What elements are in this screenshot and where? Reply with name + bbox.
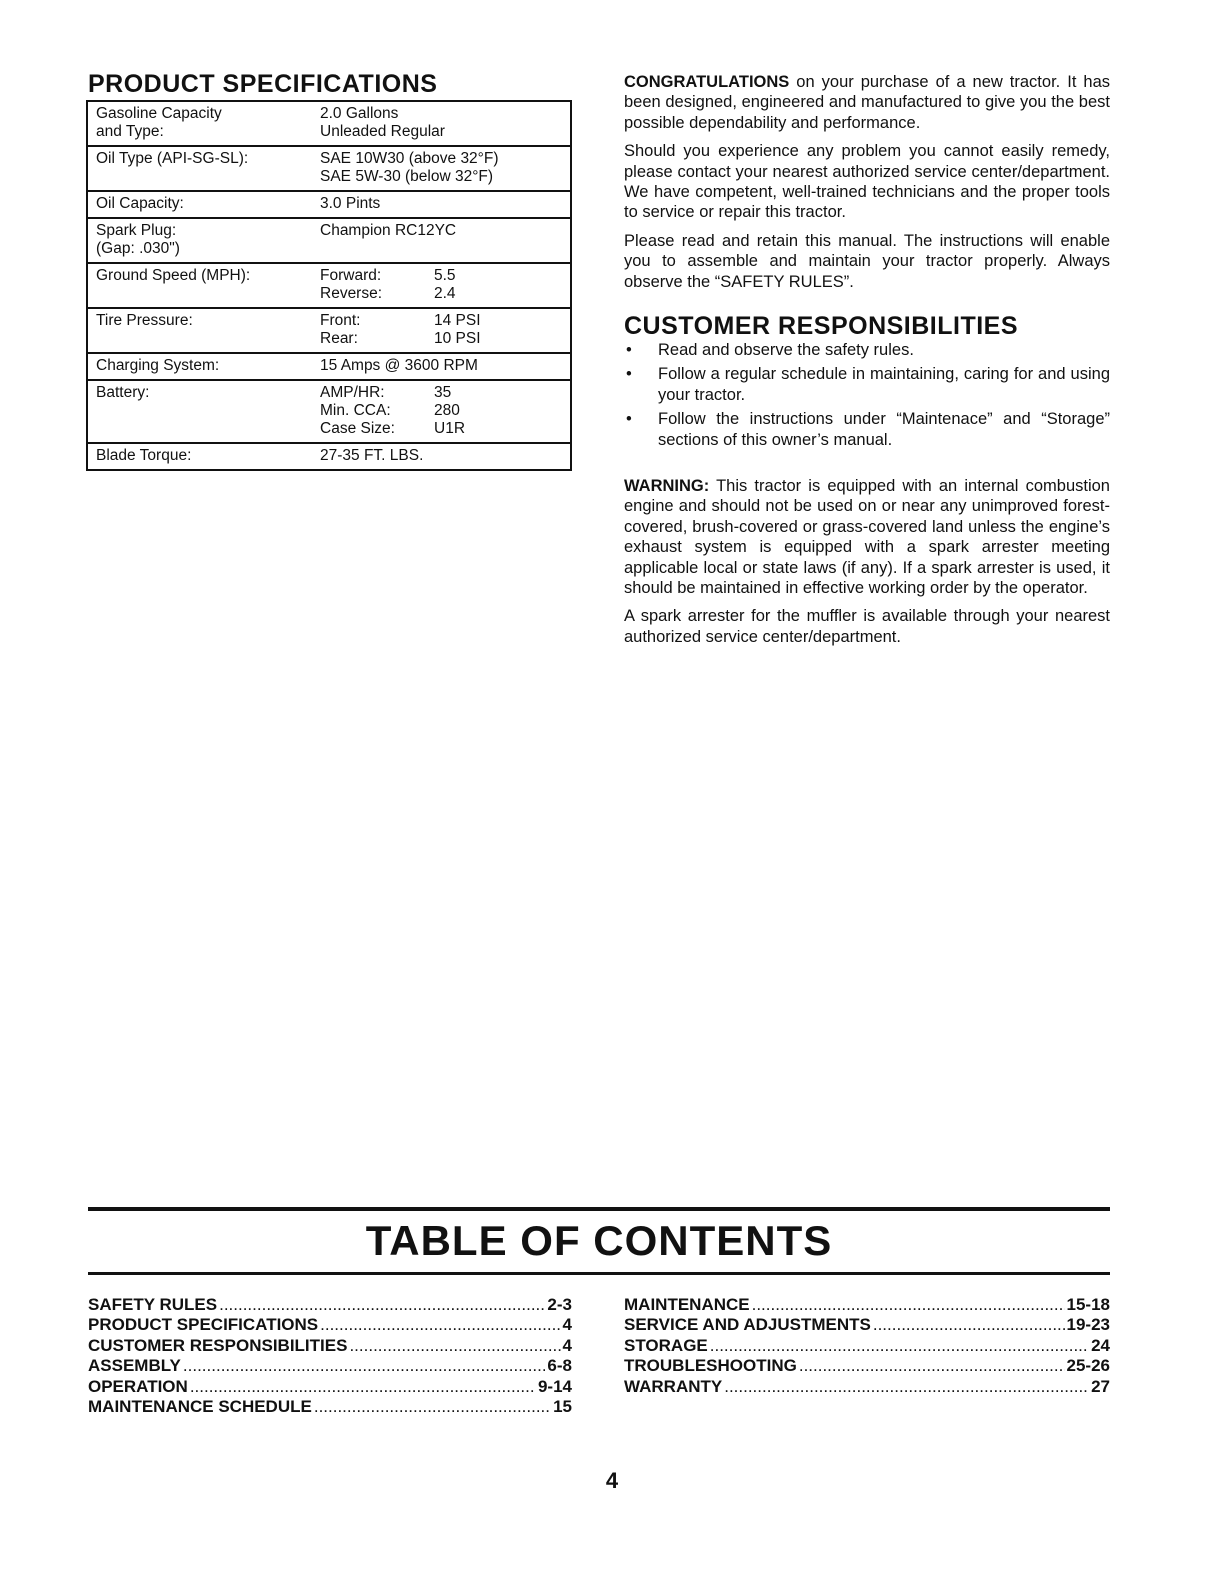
toc-leader: [314, 1397, 551, 1417]
spec-sub-label: Rear:: [320, 330, 358, 347]
list-item-text: Follow a regular schedule in maintaining, caring for and using your tractor.: [658, 365, 1110, 404]
list-item-text: Read and observe the safety rules.: [658, 341, 914, 359]
spec-value: [320, 384, 465, 438]
toc-entry-label: STORAGE: [624, 1335, 708, 1355]
spec-subline: [320, 267, 456, 285]
toc-entry-page: 15-18: [1066, 1295, 1110, 1314]
warning-lead: WARNING:: [624, 477, 710, 495]
toc-entry-page: 15: [553, 1397, 572, 1417]
toc-entry-page: 24: [1091, 1335, 1110, 1355]
toc-entry-page: 19-23: [1066, 1315, 1110, 1335]
spec-sub-label: Case Size:: [320, 420, 395, 437]
spec-sub-label: AMP/HR:: [320, 384, 385, 401]
spec-value: 15 Amps @ 3600 RPM: [320, 357, 478, 374]
spec-subline: [320, 384, 465, 402]
toc-leader: [190, 1377, 536, 1397]
spec-row-oil-capacity: [88, 192, 570, 219]
warning-text: This tractor is equipped with an internal combustion engine and should not be used on or near any unimproved forest-covered, brush-covered or grass-covered land unless the engine’s exhaust system is equipped with a spark arrester meeting applicable local or state laws (if any). If a spark arrester is used, it should be maintained in effective working order by the operator.: [624, 477, 1110, 598]
toc-entry[interactable]: [88, 1397, 572, 1417]
spec-label: Spark Plug: (Gap: .030"): [96, 222, 180, 257]
toc-leader: [799, 1356, 1065, 1376]
toc-entry-page: 4: [562, 1315, 572, 1335]
customer-responsibilities-heading: CUSTOMER RESPONSIBILITIES: [624, 312, 1019, 340]
toc-top-rule: [88, 1207, 1110, 1211]
bullet: •: [626, 410, 632, 429]
problem-paragraph: Should you experience any problem you cannot easily remedy, please contact your nearest authorized service center/department. We have competent, well-trained technicians and the proper tools to service or repair this tractor.: [624, 142, 1110, 222]
intro-section: [624, 72, 1110, 300]
bullet: •: [626, 341, 632, 359]
customer-responsibilities-list: [624, 340, 1110, 454]
spec-value: 2.0 Gallons Unleaded Regular: [320, 105, 445, 140]
toc-bottom-rule: [88, 1272, 1110, 1275]
toc-entry-page: 2-3: [547, 1295, 572, 1314]
bullet: •: [626, 365, 632, 384]
toc-entry-label: MAINTENANCE SCHEDULE: [88, 1397, 312, 1417]
list-item: [624, 409, 1110, 450]
spec-subline: [320, 330, 481, 348]
spec-label: Oil Type (API-SG-SL):: [96, 150, 249, 167]
toc-entry[interactable]: [624, 1377, 1110, 1397]
spec-value: 27-35 FT. LBS.: [320, 447, 424, 464]
toc-entry-label: CUSTOMER RESPONSIBILITIES: [88, 1335, 348, 1355]
toc-entry-page: 27: [1091, 1376, 1110, 1396]
spec-row-gasoline: [88, 102, 570, 147]
spec-row-spark-plug: [88, 219, 570, 264]
spec-table: [86, 100, 572, 471]
toc-leader: [349, 1336, 560, 1356]
spec-label: Ground Speed (MPH):: [96, 267, 251, 284]
toc-leader: [183, 1356, 546, 1376]
spec-label: Battery:: [96, 384, 150, 401]
toc-entry[interactable]: [624, 1295, 1110, 1315]
toc-entry-page: 9-14: [537, 1376, 572, 1396]
spec-subline: [320, 420, 465, 438]
toc-right-column: [624, 1295, 1110, 1397]
spec-row-oil-type: [88, 147, 570, 192]
spec-sub-value: U1R: [434, 420, 466, 437]
toc-heading: TABLE OF CONTENTS: [365, 1217, 833, 1264]
toc-entry-label: SAFETY RULES: [88, 1295, 218, 1314]
spec-sub-label: Front:: [320, 312, 361, 329]
read-manual-paragraph: Please read and retain this manual. The instructions will enable you to assemble and maintain your tractor properly. Always observe the “SAFETY RULES”.: [624, 231, 1110, 291]
toc-entry-label: PRODUCT SPECIFICATIONS: [88, 1315, 319, 1335]
list-item: [624, 340, 1110, 360]
toc-entry-label: OPERATION: [88, 1376, 188, 1396]
congratulations-lead: CONGRATULATIONS: [624, 73, 790, 91]
spec-sub-value: 10 PSI: [434, 330, 481, 347]
toc-entry-label: SERVICE AND ADJUSTMENTS: [624, 1315, 871, 1335]
toc-leader: [873, 1315, 1065, 1335]
toc-entry-page: 25-26: [1066, 1356, 1110, 1376]
spec-subline: [320, 402, 465, 420]
toc-entry-page: 6-8: [547, 1356, 572, 1376]
spec-row-battery: [88, 381, 570, 444]
spec-row-blade-torque: [88, 444, 570, 469]
spec-label: Blade Torque:: [96, 447, 192, 464]
toc-leader: [724, 1377, 1089, 1397]
toc-entry-label: MAINTENANCE: [624, 1295, 750, 1314]
product-specifications-heading: PRODUCT SPECIFICATIONS: [88, 70, 438, 98]
toc-left-column: [88, 1295, 572, 1417]
warning-section: [624, 476, 1110, 655]
toc-entry[interactable]: [88, 1377, 572, 1397]
spec-subline: [320, 312, 481, 330]
page-number: 4: [605, 1468, 619, 1493]
spec-value: [320, 267, 456, 303]
toc-leader: [320, 1315, 560, 1335]
spec-value: [320, 312, 481, 348]
spec-row-tire-pressure: [88, 309, 570, 354]
spec-subline: [320, 285, 456, 303]
toc-entry[interactable]: [88, 1336, 572, 1356]
congratulations-paragraph: [624, 72, 1110, 133]
toc-entry-label: TROUBLESHOOTING: [624, 1356, 797, 1376]
spec-label: Gasoline Capacity and Type:: [96, 105, 222, 140]
spec-sub-value: 35: [434, 384, 452, 401]
toc-leader: [710, 1336, 1089, 1356]
toc-leader: [752, 1295, 1065, 1315]
congratulations-text: on your purchase of a new tractor. It has been designed, engineered and manufactured to give you the best possible dependability and performance.: [624, 73, 1110, 132]
toc-entry-label: ASSEMBLY: [88, 1356, 181, 1376]
spec-row-charging-system: [88, 354, 570, 381]
spec-value: 3.0 Pints: [320, 195, 381, 212]
spec-sub-value: 280: [434, 402, 460, 419]
list-item-text: Follow the instructions under “Maintenace” and “Storage” sections of this owner’s manual.: [658, 410, 1110, 449]
spec-sub-value: 14 PSI: [434, 312, 481, 329]
spec-sub-value: 5.5: [434, 267, 456, 284]
spec-sub-label: Reverse:: [320, 285, 383, 302]
spec-value: SAE 10W30 (above 32°F) SAE 5W-30 (below 32°F): [320, 150, 499, 185]
spec-sub-label: Min. CCA:: [320, 402, 391, 419]
spec-sub-value: 2.4: [434, 285, 456, 302]
spec-row-ground-speed: [88, 264, 570, 309]
toc-entry[interactable]: [624, 1356, 1110, 1376]
warning-paragraph: [624, 476, 1110, 598]
toc-entry[interactable]: [88, 1315, 572, 1335]
spec-label: Charging System:: [96, 357, 220, 374]
spark-arrester-paragraph: A spark arrester for the muffler is available through your nearest authorized service center/department.: [624, 607, 1110, 646]
toc-entry[interactable]: [88, 1356, 572, 1376]
toc-entry[interactable]: [624, 1336, 1110, 1356]
toc-entry[interactable]: [624, 1315, 1110, 1335]
spec-label: Oil Capacity:: [96, 195, 184, 212]
toc-leader: [219, 1295, 545, 1315]
spec-label: Tire Pressure:: [96, 312, 193, 329]
spec-sub-label: Forward:: [320, 267, 382, 284]
list-item: [624, 364, 1110, 405]
spec-value: Champion RC12YC: [320, 222, 457, 239]
toc-entry-page: 4: [562, 1335, 572, 1355]
toc-entry[interactable]: [88, 1295, 572, 1315]
toc-entry-label: WARRANTY: [624, 1376, 723, 1396]
